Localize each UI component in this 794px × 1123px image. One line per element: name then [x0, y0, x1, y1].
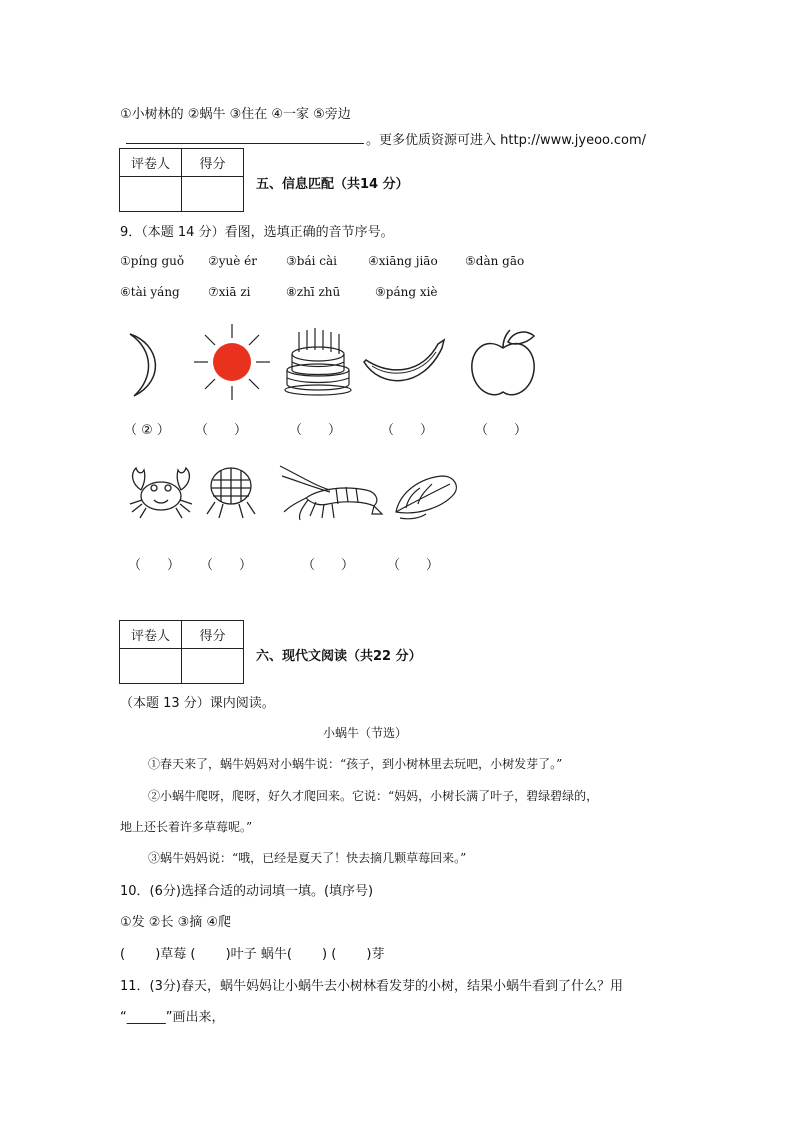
- q10-options: ①发 ②长 ③摘 ④爬: [120, 915, 232, 930]
- moon-picture: [120, 330, 172, 400]
- pinyin-option: ④xiāng jiāo: [368, 254, 438, 268]
- q9-stem: 9．（本题 14 分）看图，选填正确的音节序号。: [120, 225, 394, 240]
- crab-picture: [124, 462, 198, 520]
- cake-picture: [283, 326, 353, 398]
- pinyin-option: ⑤dàn gāo: [465, 254, 525, 268]
- passage-paragraph: ③蜗牛妈妈说：“哦，已经是夏天了！快去摘几颗草莓回来。”: [148, 851, 467, 865]
- pinyin-option: ③bái cài: [286, 254, 337, 268]
- q11-stem-line2: “______”画出来，: [120, 1010, 225, 1025]
- sun-circle: [213, 343, 251, 381]
- answer-blank[interactable]: （ ）: [475, 423, 528, 438]
- shrimp-picture: [276, 462, 384, 522]
- spider-picture: [203, 462, 259, 520]
- reviewer-label: 评卷人: [120, 621, 182, 649]
- options-line: ①小树林的 ②蜗牛 ③住在 ④一家 ⑤旁边: [120, 107, 351, 122]
- banana-picture: [360, 336, 450, 396]
- answer-blank[interactable]: （ ）: [289, 423, 342, 438]
- pinyin-option: ⑧zhī zhū: [286, 285, 341, 299]
- passage-paragraph: ②小蜗牛爬呀，爬呀，好久才爬回来。它说：“妈妈，小树长满了叶子，碧绿碧绿的，: [148, 789, 599, 803]
- passage-paragraph: 地上还长着许多草莓呢。”: [120, 820, 253, 834]
- reading-intro: （本题 13 分）课内阅读。: [120, 696, 275, 711]
- section5-title: 五、信息匹配（共14 分）: [256, 177, 409, 192]
- answer-blank[interactable]: （ ）: [200, 558, 253, 573]
- pinyin-option: ⑥tài yáng: [120, 285, 180, 299]
- answer-blank[interactable]: （ ）: [195, 423, 248, 438]
- reviewer-label: 评卷人: [120, 149, 182, 177]
- pinyin-option: ①píng guǒ: [120, 254, 185, 268]
- q10-blanks[interactable]: ( )草莓 ( )叶子 蜗牛( ) ( )芽: [120, 947, 385, 962]
- score-table-6: [119, 620, 244, 684]
- promo-text: 。更多优质资源可进入 http://www.jyeoo.com/: [366, 133, 647, 148]
- answer-blank[interactable]: （ ）: [381, 423, 434, 438]
- q10-stem: 10．(6分)选择合适的动词填一填。(填序号): [120, 884, 374, 899]
- score-label: 得分: [182, 621, 244, 649]
- pinyin-option: ⑨páng xiè: [375, 285, 438, 299]
- score-cell[interactable]: [182, 177, 244, 212]
- sun-picture: [192, 322, 272, 402]
- score-label: 得分: [182, 149, 244, 177]
- reviewer-cell[interactable]: [120, 649, 182, 684]
- answer-blank[interactable]: （ ）: [128, 558, 181, 573]
- answer-blank[interactable]: （ ）: [387, 558, 440, 573]
- answer-blank[interactable]: （ ② ）: [124, 423, 170, 438]
- score-table-5: [119, 148, 244, 212]
- cabbage-picture: [390, 472, 462, 522]
- pinyin-option: ⑦xiā zi: [208, 285, 251, 299]
- answer-blank[interactable]: （ ）: [302, 558, 355, 573]
- apple-picture: [466, 326, 540, 400]
- reviewer-cell[interactable]: [120, 177, 182, 212]
- score-cell[interactable]: [182, 649, 244, 684]
- passage-title: 小蜗牛（节选）: [323, 726, 408, 740]
- pinyin-option: ②yuè ér: [208, 254, 258, 268]
- answer-underline: [126, 143, 364, 144]
- section6-title: 六、现代文阅读（共22 分）: [256, 649, 422, 664]
- passage-paragraph: ①春天来了，蜗牛妈妈对小蜗牛说：“孩子，到小树林里去玩吧，小树发芽了。”: [148, 757, 563, 771]
- q11-stem: 11．(3分)春天，蜗牛妈妈让小蜗牛去小树林看发芽的小树，结果小蜗牛看到了什么？用: [120, 979, 623, 994]
